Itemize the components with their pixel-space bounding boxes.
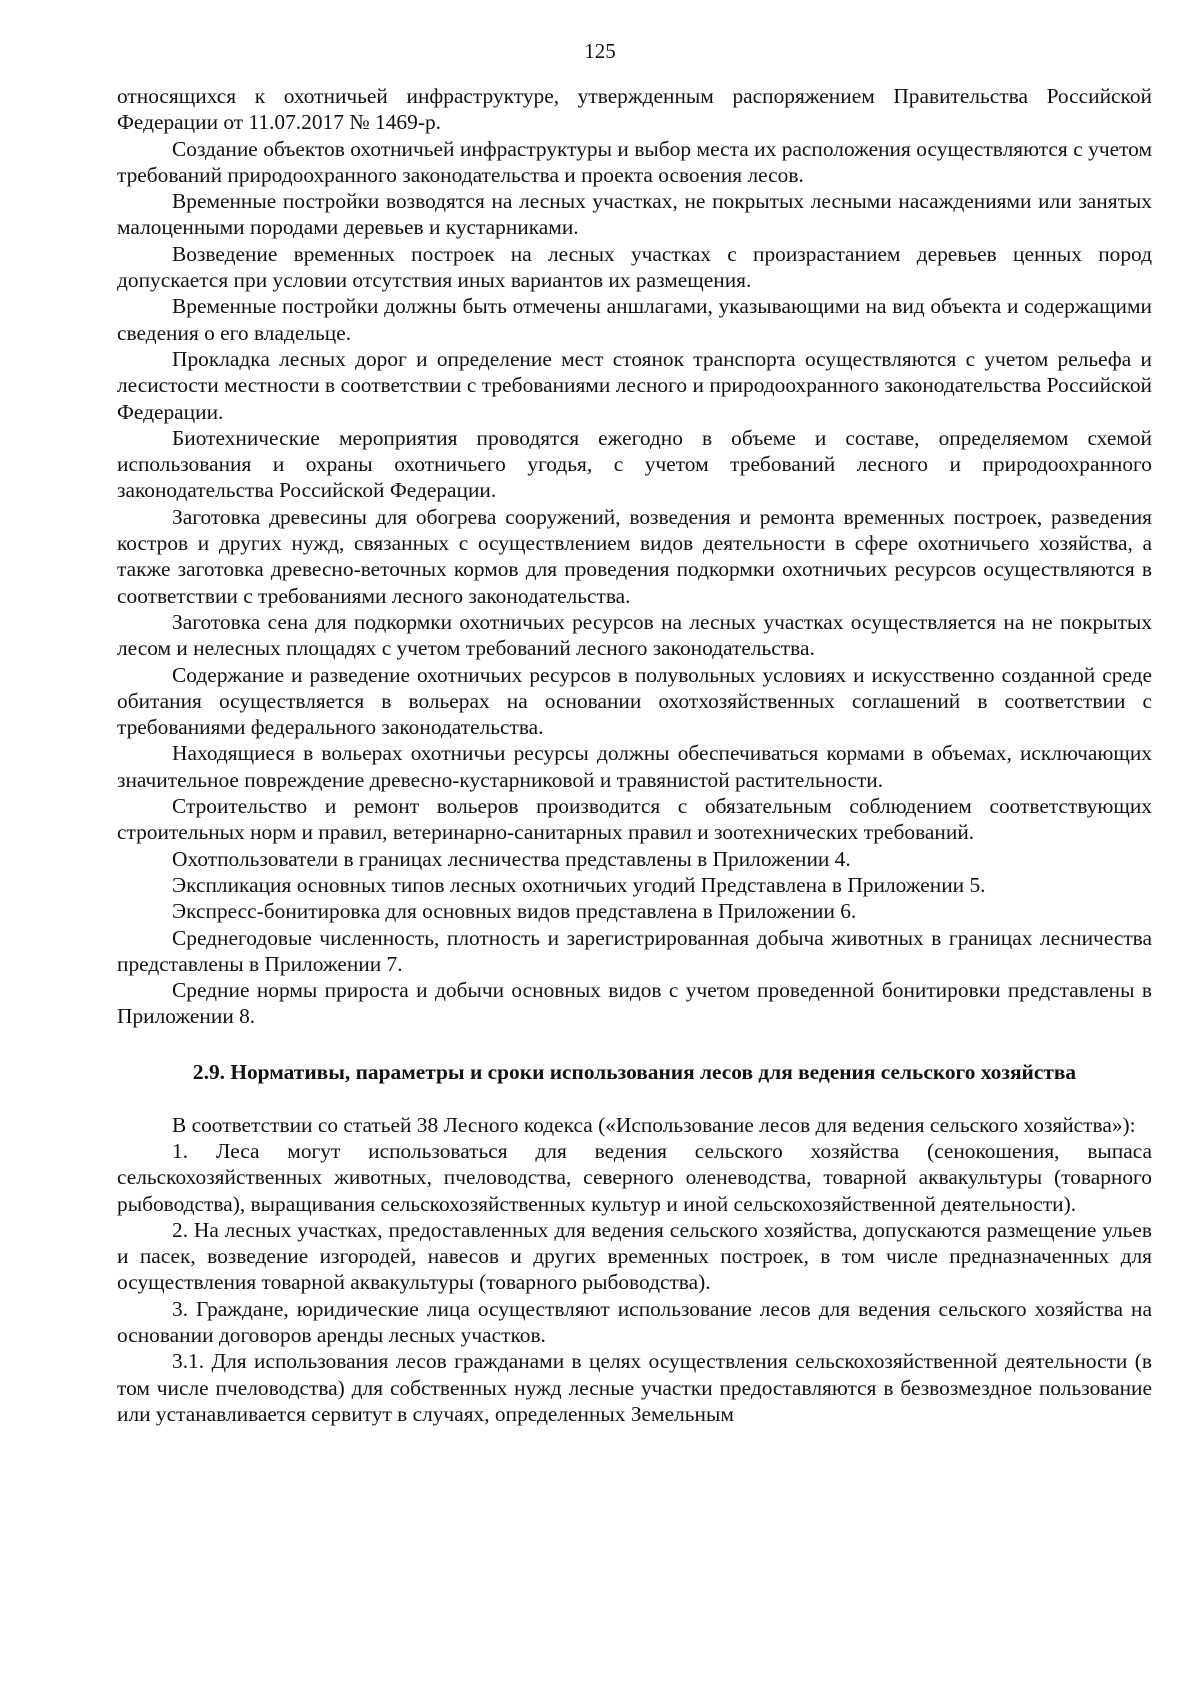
- paragraph: Содержание и разведение охотничьих ресурсов в полувольных условиях и искусственно созданной среде обитания осуществляется в вольерах на основании охотхозяйственных соглашений в соответствии с требованиями федерального законодательства.: [117, 662, 1152, 740]
- paragraph: Временные постройки должны быть отмечены аншлагами, указывающими на вид объекта и содержащими сведения о его владельце.: [117, 294, 1152, 345]
- paragraph: Экспликация основных типов лесных охотничьих угодий Представлена в Приложении 5.: [172, 872, 986, 897]
- page-content: [117, 83, 1152, 1427]
- paragraph: Охотпользователи в границах лесничества представлены в Приложении 4.: [172, 846, 851, 871]
- paragraph: Прокладка лесных дорог и определение мест стоянок транспорта осуществляются с учетом рельефа и лесистости местности в соответствии с требованиями лесного и природоохранного законодательства Российской Федерации.: [117, 346, 1152, 424]
- paragraph: Временные постройки возводятся на лесных участках, не покрытых лесными насаждениями или занятых малоценными породами деревьев и кустарниками.: [117, 189, 1152, 240]
- paragraph: Создание объектов охотничьей инфраструктуры и выбор места их расположения осуществляются с учетом требований природоохранного законодательства и проекта освоения лесов.: [117, 136, 1152, 187]
- paragraph: Средние нормы прироста и добычи основных видов с учетом проведенной бонитировки представлены в Приложении 8.: [117, 978, 1152, 1029]
- section-heading: 2.9. Нормативы, параметры и сроки использования лесов для ведения сельского хозяйства: [192, 1059, 1077, 1084]
- paragraph: относящихся к охотничьей инфраструктуре, утвержденным распоряжением Правительства Российской Федерации от 11.07.2017 № 1469-р.: [117, 84, 1152, 135]
- paragraph: Заготовка древесины для обогрева сооружений, возведения и ремонта временных построек, разведения костров и других нужд, связанных с осуществлением видов деятельности в сфере охотничьего хозяйства, а также заготовка древесно-веточных кормов для проведения подкормки охотничьих ресурсов осуществляются в соответствии с требованиями лесного законодательства.: [117, 504, 1152, 608]
- paragraph: Возведение временных построек на лесных участках с произрастанием деревьев ценных пород допускается при условии отсутствия иных вариантов их размещения.: [117, 241, 1152, 293]
- paragraph: Биотехнические мероприятия проводятся ежегодно в объеме и составе, определяемом схемой использования и охраны охотничьего угодья, с учетом требований лесного и природоохранного законодательства Российской Федерации.: [117, 425, 1152, 503]
- paragraph: Экспресс-бонитировка для основных видов представлена в Приложении 6.: [172, 899, 857, 924]
- list-item: 3.1. Для использования лесов гражданами в целях осуществления сельскохозяйственной деятельности (в том числе пчеловодства) для собственных нужд лесные участки предоставляются в безвозмездное пользование или устанавливается сервитут в случаях, определенных Земельным: [117, 1349, 1152, 1426]
- list-item: 2. На лесных участках, предоставленных для ведения сельского хозяйства, допускаются размещение ульев и пасек, возведение изгородей, навесов и других временных построек, в том числе предназначенных для осуществления товарной аквакультуры (товарного рыбоводства).: [117, 1217, 1152, 1295]
- paragraph: Заготовка сена для подкормки охотничьих ресурсов на лесных участках осуществляется на не покрытых лесом и нелесных площадях с учетом требований лесного законодательства.: [117, 609, 1152, 661]
- paragraph: Находящиеся в вольерах охотничьи ресурсы должны обеспечиваться кормами в объемах, исключающих значительное повреждение древесно-кустарниковой и травянистой растительности.: [117, 741, 1152, 792]
- paragraph: Среднегодовые численность, плотность и зарегистрированная добыча животных в границах лесничества представлены в Приложении 7.: [117, 925, 1152, 976]
- paragraph: Строительство и ремонт вольеров производится с обязательным соблюдением соответствующих строительных норм и правил, ветеринарно-санитарных правил и зоотехнических требований.: [117, 794, 1152, 845]
- page-number: 125: [584, 39, 616, 63]
- list-item: 3. Граждане, юридические лица осуществляют использование лесов для ведения сельского хозяйства на основании договоров аренды лесных участков.: [117, 1296, 1152, 1348]
- paragraph: В соответствии со статьей 38 Лесного кодекса («Использование лесов для ведения сельского хозяйства»):: [172, 1112, 1136, 1137]
- list-item: 1. Леса могут использоваться для ведения сельского хозяйства (сенокошения, выпаса сельскохозяйственных животных, пчеловодства, северного оленеводства, товарной аквакультуры (товарного рыбоводства), выращивания сельскохозяйственных культур и иной сельскохозяйственной деятельности).: [117, 1138, 1152, 1216]
